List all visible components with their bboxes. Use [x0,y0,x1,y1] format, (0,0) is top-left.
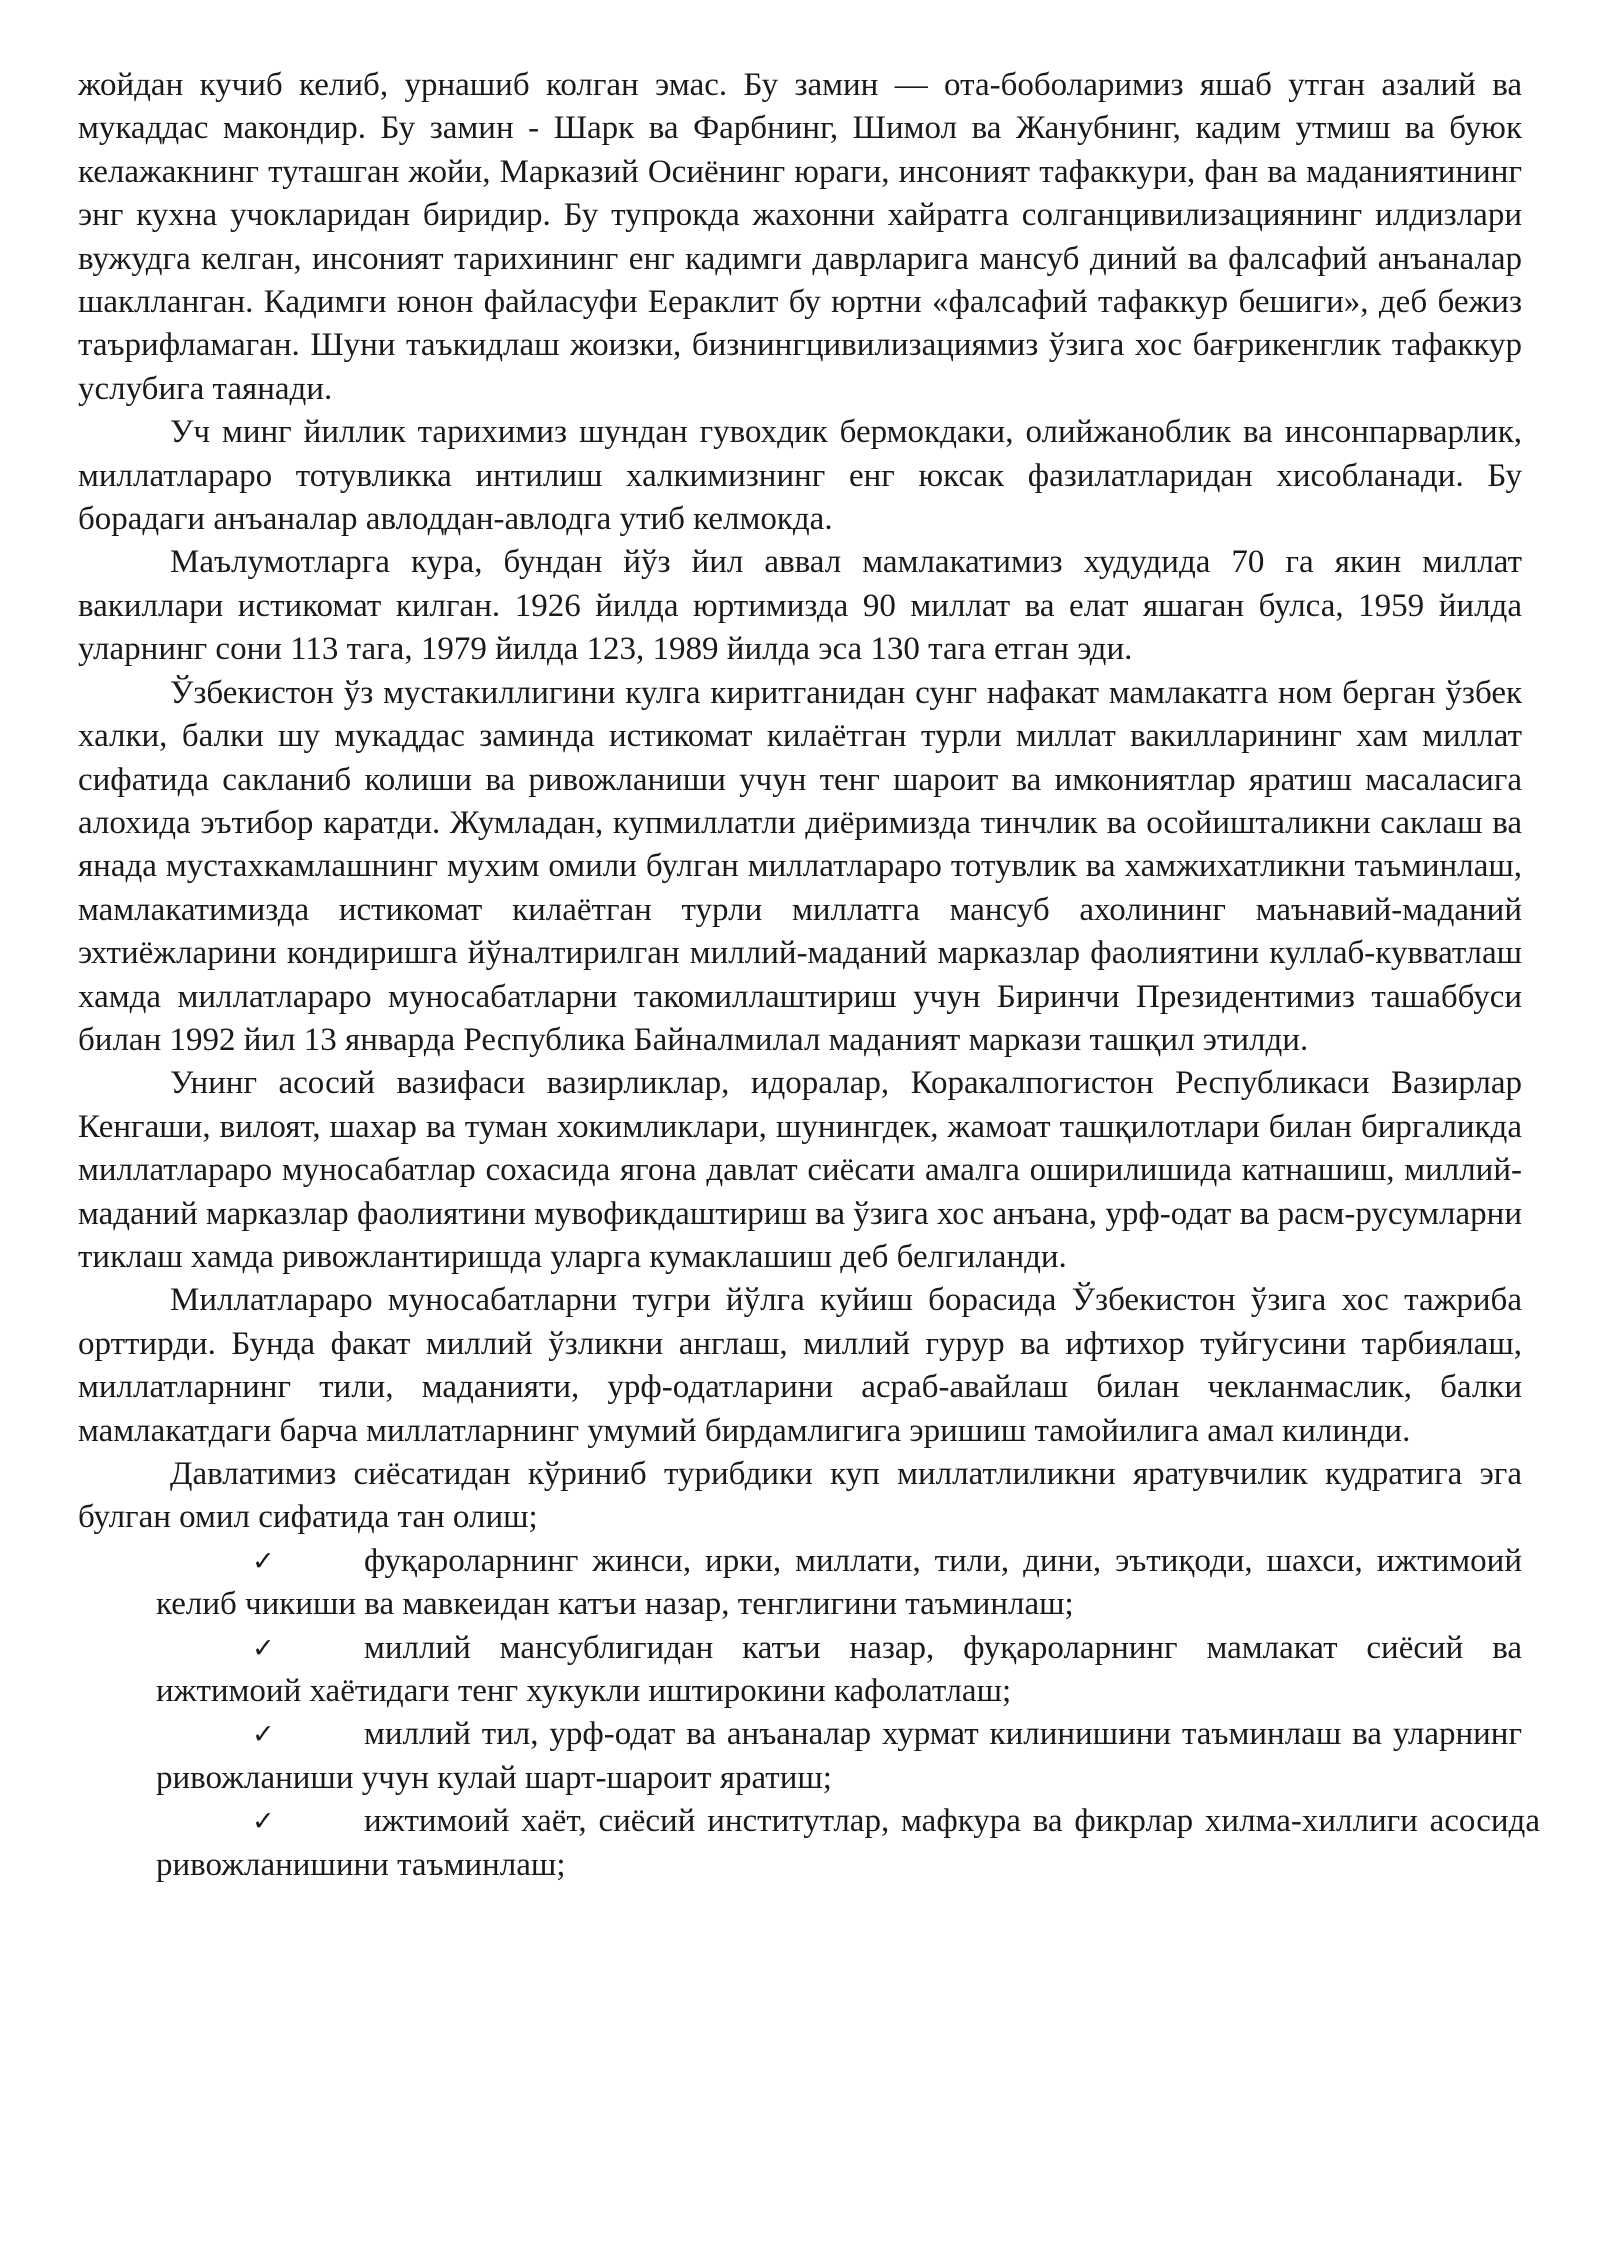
check-mark-icon: ✓ [252,1545,275,1577]
paragraph-4: Ўзбекистон ўз мустакиллигини кулга киритганидан сунг нафакат мамлакатга ном берган ўзбек халки, балки шу мукаддас заминда истикомат килаётган турли миллат вакилларининг хам миллат сифатида сакланиб колиши ва ривожланиши учун тенг шароит ва имкониятлар яратиш масаласига алохида эътибор каратди. Жумладан, купмиллатли диёримизда тинчлик ва осойишталикни саклаш ва янада мустахкамлашнинг мухим омили булган миллатлараро тотувлик ва хамжихатликни таъминлаш, мамлакатимизда истикомат килаётган турли миллатга мансуб ахолининг маънавий-маданий эхтиёжларини кондиришга йўналтирилган миллий-маданий марказлар фаолиятини куллаб-кувватлаш хамда миллатлараро муносабатларни такомиллаштириш учун Биринчи Президентимиз ташаббуси билан 1992 йил 13 январда Республика Байналмилал маданият маркази ташқил этилди. [78,674,1522,1058]
bullet-text-2: миллий мансублигидан катъи назар, фуқароларнинг мамлакат сиёсий ва ижтимоий хаётидаги тенг хукукли иштирокини кафолатлаш; [156,1629,1522,1710]
document-page [78,64,1540,1887]
paragraph-5: Унинг асосий вазифаси вазирликлар, идоралар, Коракалпогистон Республикаси Вазирлар Кенгаши, вилоят, шахар ва туман хокимликлари, шунингдек, жамоат ташқилотлари билан биргаликда миллатлараро муносабатлар сохасида ягона давлат сиёсати амалга оширилишида катнашиш, миллий-маданий марказлар фаолиятини мувофикдаштириш ва ўзига хос анъана, урф-одат ва расм-русумларни тиклаш хамда ривожлантиришда уларга кумаклашиш деб белгиланди. [78,1065,1522,1275]
check-mark-icon: ✓ [252,1806,275,1838]
bullet-item-1 [156,1540,1522,1627]
bullet-item-2 [156,1627,1522,1714]
bullet-text-4: ижтимоий хаёт, сиёсий институтлар, мафкура ва фикрлар хилма-хиллиги асосида ривожланишини таъминлаш; [156,1803,1540,1883]
bullet-item-3 [156,1713,1522,1800]
bullet-list [78,1540,1540,1887]
paragraph-3: Маълумотларга кура, бундан йўз йил аввал мамлакатимиз худудида 70 га якин миллат вакиллари истикомат килган. 1926 йилда юртимизда 90 миллат ва елат яшаган булса, 1959 йилда уларнинг сони 113 тага, 1979 йилда 123, 1989 йилда эса 130 тага етган эди. [78,544,1522,668]
check-mark-icon: ✓ [252,1719,275,1751]
bullet-item-4 [156,1800,1540,1887]
paragraph-7: Давлатимиз сиёсатидан кўриниб турибдики куп миллатлиликни яратувчилик кудратига эга булган омил сифатида тан олиш; [78,1456,1522,1536]
check-mark-icon: ✓ [252,1632,275,1664]
paragraph-1: жойдан кучиб келиб, урнашиб колган эмас. Бу замин — ота-боболаримиз яшаб утган азалий ва мукаддас макондир. Бу замин - Шарк ва Фарбнинг, Шимол ва Жанубнинг, кадим утмиш ва буюк келажакнинг туташган жойи, Марказий Осиёнинг юраги, инсоният тафаккури, фан ва маданиятининг энг кухна учокларидан биридир. Бу тупрокда жахонни хайратга солганцивилизациянинг илдизлари вужудга келган, инсоният тарихининг енг кадимги даврларига мансуб диний ва фалсафий анъаналар шаклланган. Кадимги юнон файласуфи Еераклит бу юртни «фалсафий тафаккур бешиги», деб бежиз таърифламаган. Шуни таъкидлаш жоизки, бизнингцивилизациямиз ўзига хос бағрикенглик тафаккур услубига таянади. [78,67,1522,407]
bullet-text-3: миллий тил, урф-одат ва анъаналар хурмат килинишини таъминлаш ва уларнинг ривожланиши учун кулай шарт-шароит яратиш; [156,1716,1522,1796]
bullet-text-1: фуқароларнинг жинси, ирки, миллати, тили, дини, эътиқоди, шахси, ижтимоий келиб чикиши ва мавкеидан катъи назар, тенглигини таъминлаш; [156,1542,1522,1623]
paragraph-2: Уч минг йиллик тарихимиз шундан гувохдик бермокдаки, олийжаноблик ва инсонпарварлик, миллатлараро тотувликка интилиш халкимизнинг енг юксак фазилатларидан хисобланади. Бу борадаги анъаналар авлоддан-авлодга утиб келмокда. [78,414,1522,538]
paragraph-6: Миллатлараро муносабатларни тугри йўлга куйиш борасида Ўзбекистон ўзига хос тажриба орттирди. Бунда факат миллий ўзликни англаш, миллий гурур ва ифтихор туйгусини тарбиялаш, миллатларнинг тили, маданияти, урф-одатларини асраб-авайлаш билан чекланмаслик, балки мамлакатдаги барча миллатларнинг умумий бирдамлигига эришиш тамойилига амал килинди. [78,1282,1522,1449]
